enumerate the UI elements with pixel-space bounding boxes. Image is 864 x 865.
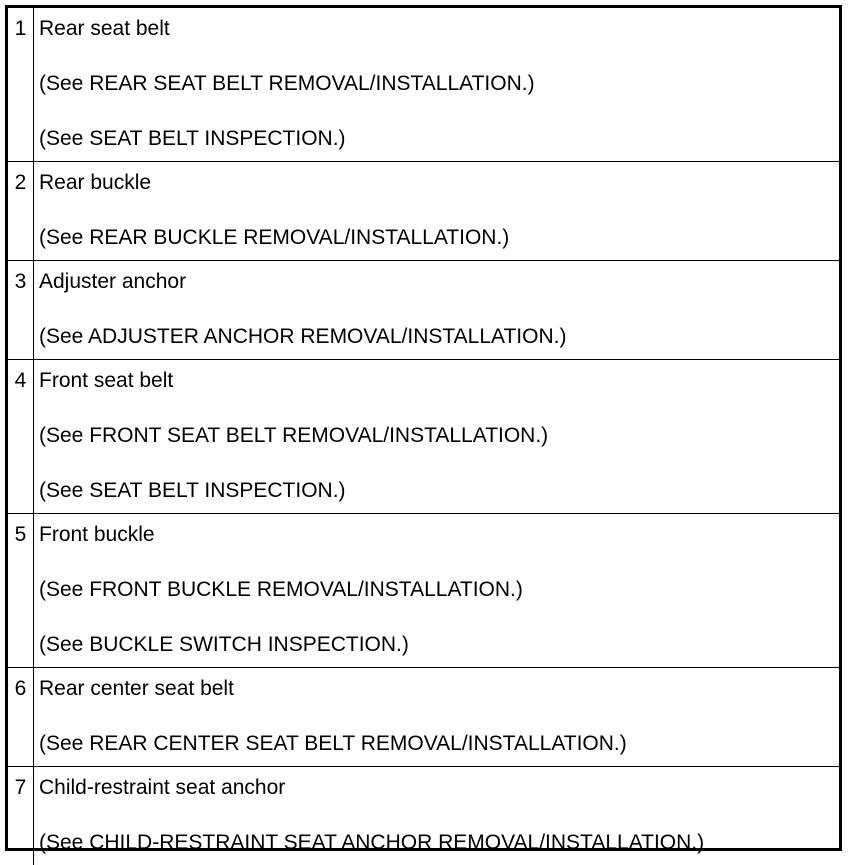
item-number: 5: [8, 514, 34, 667]
item-number: 3: [8, 261, 34, 359]
item-title: Rear buckle: [39, 171, 152, 194]
item-reference: (See CHILD-RESTRAINT SEAT ANCHOR REMOVAL/INSTALLATION.): [39, 831, 705, 854]
item-reference: (See SEAT BELT INSPECTION.): [39, 127, 346, 150]
table-row: [8, 260, 839, 359]
item-description: [34, 668, 839, 766]
item-title: Front seat belt: [39, 369, 174, 392]
item-reference: (See FRONT BUCKLE REMOVAL/INSTALLATION.): [39, 578, 523, 601]
item-reference: (See ADJUSTER ANCHOR REMOVAL/INSTALLATION.): [39, 325, 567, 348]
item-reference: (See SEAT BELT INSPECTION.): [39, 479, 346, 502]
item-number: 4: [8, 360, 34, 513]
item-title: Child-restraint seat anchor: [39, 776, 286, 799]
item-reference: (See FRONT SEAT BELT REMOVAL/INSTALLATION.): [39, 424, 549, 447]
item-title: Front buckle: [39, 523, 155, 546]
table-row: [8, 359, 839, 513]
table-row: [8, 161, 839, 260]
table-row: [8, 766, 839, 865]
item-description: [34, 767, 839, 865]
item-number: 7: [8, 767, 34, 865]
table-row: [8, 667, 839, 766]
item-description: [34, 162, 839, 260]
item-title: Adjuster anchor: [39, 270, 187, 293]
item-description: [34, 8, 839, 161]
item-number: 2: [8, 162, 34, 260]
item-number: 1: [8, 8, 34, 161]
item-reference: (See REAR SEAT BELT REMOVAL/INSTALLATION.): [39, 72, 535, 95]
table-row: [8, 513, 839, 667]
item-description: [34, 360, 839, 513]
item-reference: (See BUCKLE SWITCH INSPECTION.): [39, 633, 409, 656]
table-row: [8, 8, 839, 161]
item-reference: (See REAR BUCKLE REMOVAL/INSTALLATION.): [39, 226, 510, 249]
parts-table: [5, 5, 842, 854]
item-description: [34, 261, 839, 359]
item-title: Rear seat belt: [39, 17, 170, 40]
item-reference: (See REAR CENTER SEAT BELT REMOVAL/INSTALLATION.): [39, 732, 627, 755]
item-number: 6: [8, 668, 34, 766]
item-description: [34, 514, 839, 667]
item-title: Rear center seat belt: [39, 677, 234, 700]
